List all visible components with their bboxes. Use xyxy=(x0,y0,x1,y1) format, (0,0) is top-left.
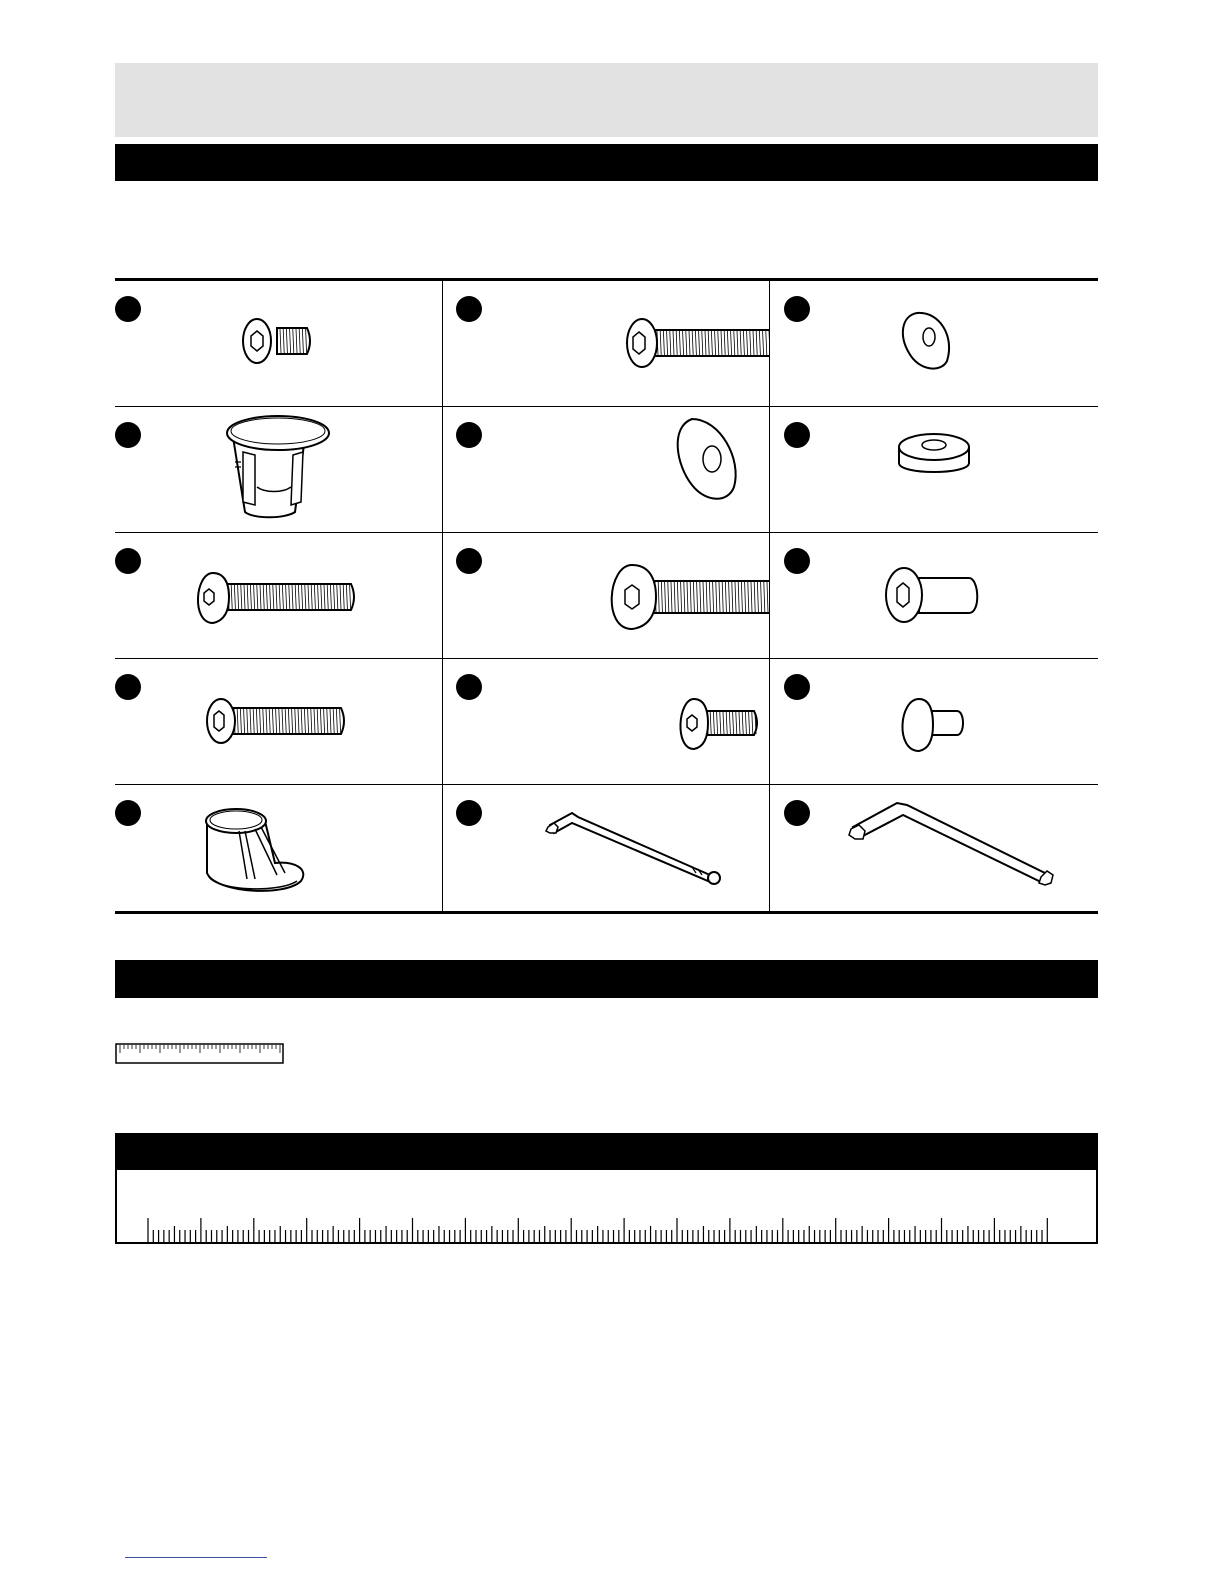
hardware-item xyxy=(769,407,1096,533)
section-bar-ruler xyxy=(115,1133,1098,1170)
hardware-item xyxy=(769,659,1096,785)
flat-spacer-washer-icon xyxy=(769,407,1096,533)
hardware-item xyxy=(442,533,769,659)
dome-cap-nut-icon xyxy=(769,659,1096,785)
ball-end-allen-key-icon xyxy=(442,785,769,911)
leg-foot-glide-icon xyxy=(115,785,442,911)
short-hex-bolt-icon xyxy=(115,281,442,407)
short-button-head-bolt-icon xyxy=(442,659,769,785)
section-bar-hardware xyxy=(115,144,1098,181)
hardware-item xyxy=(115,281,442,407)
medium-hex-bolt-icon xyxy=(115,659,442,785)
measuring-ruler-icon xyxy=(117,1170,1100,1244)
hardware-item xyxy=(442,407,769,533)
hardware-grid xyxy=(115,278,1098,914)
small-ruler-icon xyxy=(115,1043,285,1065)
title-band xyxy=(115,63,1098,137)
footer-link-underline xyxy=(125,1557,267,1558)
long-hex-bolt-icon xyxy=(442,281,769,407)
hardware-item xyxy=(769,281,1096,407)
hardware-item xyxy=(115,785,442,911)
end-cap-insert-icon xyxy=(115,407,442,533)
hardware-item xyxy=(442,785,769,911)
section-bar-tools xyxy=(115,960,1098,998)
large-curved-washer-icon xyxy=(442,407,769,533)
measuring-ruler xyxy=(115,1170,1098,1244)
hardware-item xyxy=(769,785,1096,911)
barrel-nut-icon xyxy=(769,533,1096,659)
hardware-item xyxy=(115,659,442,785)
hardware-item xyxy=(769,533,1096,659)
curved-washer-icon xyxy=(769,281,1096,407)
large-button-head-bolt-icon xyxy=(442,533,769,659)
hardware-item xyxy=(115,533,442,659)
hardware-item xyxy=(442,281,769,407)
allen-key-icon xyxy=(769,785,1096,911)
hardware-item xyxy=(115,407,442,533)
button-head-bolt-icon xyxy=(115,533,442,659)
hardware-item xyxy=(442,659,769,785)
